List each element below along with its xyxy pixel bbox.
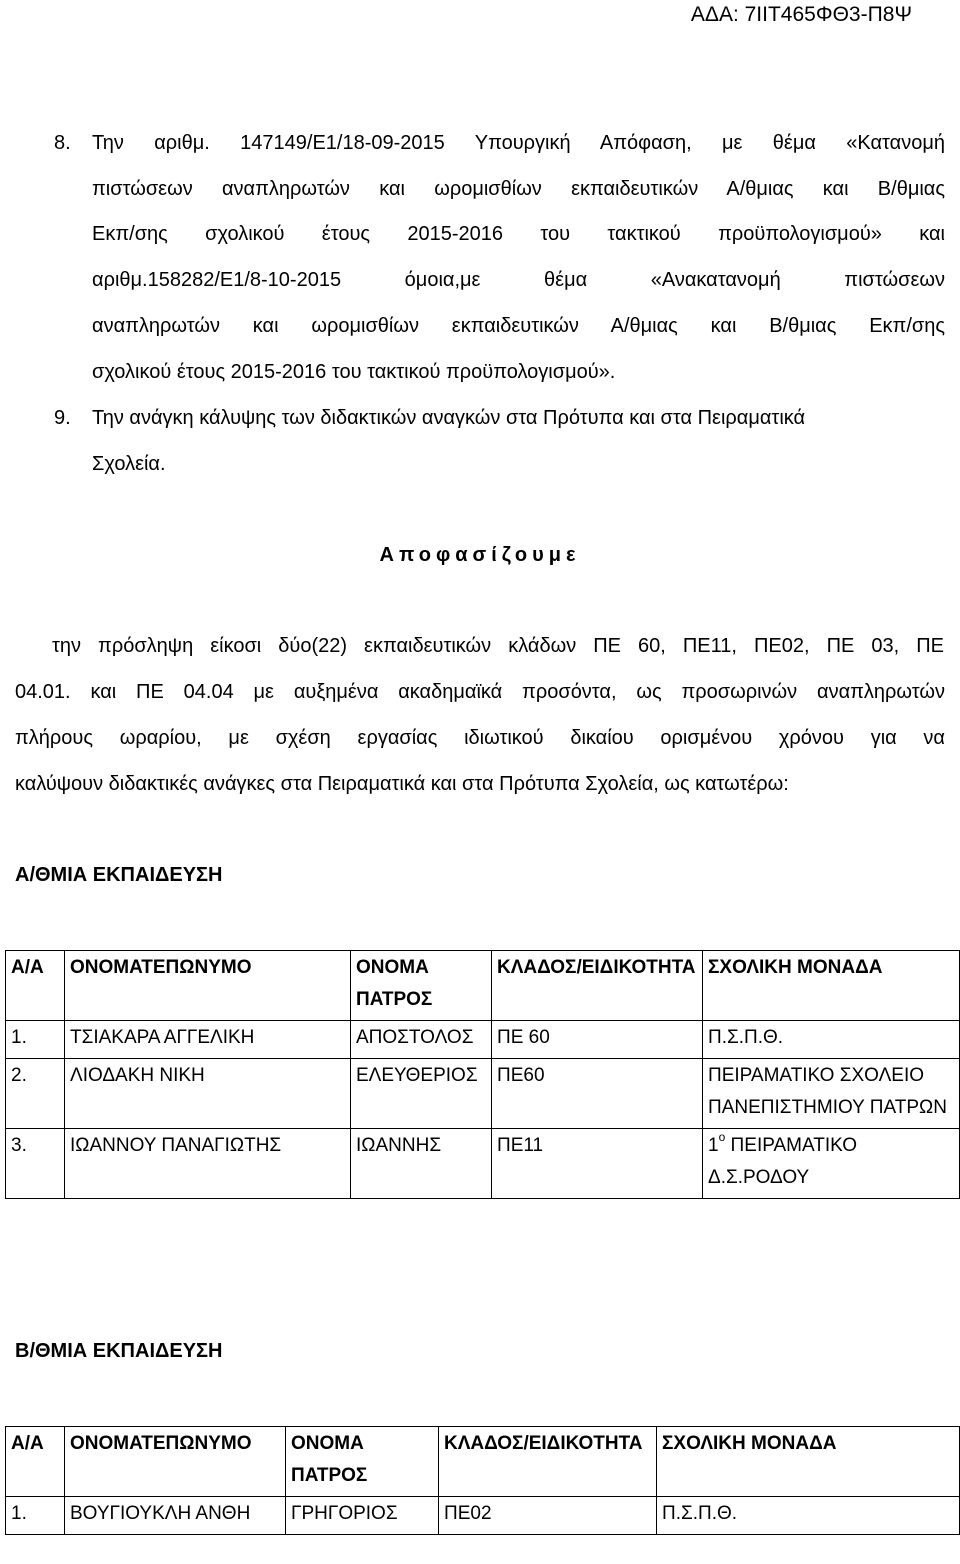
secondary-heading: Β/ΘΜΙΑ ΕΚΠΑΙΔΕΥΣΗ (15, 1340, 223, 1362)
column-header-school: ΣΧΟΛΙΚΗ ΜΟΝΑΔΑ (657, 1427, 960, 1497)
cell-aa: 2. (6, 1059, 65, 1129)
cell-father-name: ΑΠΟΣΤΟΛΟΣ (351, 1021, 492, 1059)
school-name: ΠΕΙΡΑΜΑΤΙΚΟ Δ.Σ.ΡΟΔΟΥ (708, 1135, 857, 1188)
cell-branch: ΠΕ60 (492, 1059, 703, 1129)
column-header-branch: ΚΛΑΔΟΣ/ΕΙΔΙΚΟΤΗΤΑ (439, 1427, 657, 1497)
cell-father-name: ΓΡΗΓΟΡΙΟΣ (286, 1497, 439, 1535)
item-8-line-2: πιστώσεων αναπληρωτών και ωρομισθίων εκπαιδευτικών Α/θμιας και Β/θμιας (92, 178, 945, 200)
column-header-father-name: ΟΝΟΜΑ ΠΑΤΡΟΣ (286, 1427, 439, 1497)
column-header-fullname: ΟΝΟΜΑΤΕΠΩΝΥΜΟ (65, 1427, 286, 1497)
item-9-line-1: Την ανάγκη κάλυψης των διδακτικών αναγκών στα Πρότυπα και στα Πειραματικά (92, 407, 806, 429)
column-header-fullname: ΟΝΟΜΑΤΕΠΩΝΥΜΟ (65, 951, 351, 1021)
cell-aa: 1. (6, 1021, 65, 1059)
cell-fullname: ΤΣΙΑΚΑΡΑ ΑΓΓΕΛΙΚΗ (65, 1021, 351, 1059)
cell-branch: ΠΕ 60 (492, 1021, 703, 1059)
item-8-number: 8. (54, 132, 71, 154)
school-ordinal-suffix: ο (718, 1130, 726, 1144)
secondary-staff-table (5, 1426, 960, 1535)
primary-heading: Α/ΘΜΙΑ ΕΚΠΑΙΔΕΥΣΗ (15, 864, 223, 886)
cell-fullname: ΙΩΑΝΝΟΥ ΠΑΝΑΓΙΩΤΗΣ (65, 1129, 351, 1199)
cell-school: Π.Σ.Π.Θ. (703, 1021, 960, 1059)
item-8-line-1: Την αριθμ. 147149/Ε1/18-09-2015 Υπουργική Απόφαση, με θέμα «Κατανομή (92, 132, 945, 154)
primary-staff-table (5, 950, 960, 1199)
item-8-line-4: αριθμ.158282/Ε1/8-10-2015 όμοια,με θέμα «Ανακατανομή πιστώσεων (92, 269, 945, 291)
decision-line-1: την πρόσληψη είκοσι δύο(22) εκπαιδευτικών κλάδων ΠΕ 60, ΠΕ11, ΠΕ02, ΠΕ 03, ΠΕ (52, 635, 944, 657)
table-row (6, 1129, 960, 1199)
cell-father-name: ΙΩΑΝΝΗΣ (351, 1129, 492, 1199)
table-row (6, 1059, 960, 1129)
cell-fullname: ΛΙΟΔΑΚΗ ΝΙΚΗ (65, 1059, 351, 1129)
cell-school: ΠΕΙΡΑΜΑΤΙΚΟ ΣΧΟΛΕΙΟ ΠΑΝΕΠΙΣΤΗΜΙΟΥ ΠΑΤΡΩΝ (703, 1059, 960, 1129)
table-header-row (6, 1427, 960, 1497)
cell-aa: 1. (6, 1497, 65, 1535)
decision-line-4: καλύψουν διδακτικές ανάγκες στα Πειραματικά και στα Πρότυπα Σχολεία, ως κατωτέρω: (15, 773, 789, 795)
column-header-school: ΣΧΟΛΙΚΗ ΜΟΝΑΔΑ (703, 951, 960, 1021)
column-header-branch: ΚΛΑΔΟΣ/ΕΙΔΙΚΟΤΗΤΑ (492, 951, 703, 1021)
column-header-father-name: ΟΝΟΜΑ ΠΑΤΡΟΣ (351, 951, 492, 1021)
item-8-line-5: αναπληρωτών και ωρομισθίων εκπαιδευτικών Α/θμιας και Β/θμιας Εκπ/σης (92, 315, 945, 337)
cell-school: Π.Σ.Π.Θ. (657, 1497, 960, 1535)
column-header-aa: Α/Α (6, 1427, 65, 1497)
table-header-row (6, 951, 960, 1021)
cell-father-name: ΕΛΕΥΘΕΡΙΟΣ (351, 1059, 492, 1129)
column-header-aa: Α/Α (6, 951, 65, 1021)
cell-aa: 3. (6, 1129, 65, 1199)
decision-line-2: 04.01. και ΠΕ 04.04 με αυξημένα ακαδημαϊκά προσόντα, ως προσωρινών αναπληρωτών (15, 681, 945, 703)
cell-branch: ΠΕ11 (492, 1129, 703, 1199)
cell-school (703, 1129, 960, 1199)
item-8-line-6: σχολικού έτους 2015-2016 του τακτικού προϋπολογισμού». (92, 361, 616, 383)
item-9-number: 9. (54, 407, 71, 429)
decision-line-3: πλήρους ωραρίου, με σχέση εργασίας ιδιωτικού δικαίου ορισμένου χρόνου για να (15, 727, 945, 749)
table-row (6, 1497, 960, 1535)
cell-fullname: ΒΟΥΓΙΟΥΚΛΗ ΑΝΘΗ (65, 1497, 286, 1535)
cell-branch: ΠΕ02 (439, 1497, 657, 1535)
item-9-line-2: Σχολεία. (92, 453, 166, 475)
ada-code: ΑΔΑ: 7ΙΙΤ465ΦΘ3-Π8Ψ (690, 3, 912, 26)
school-ordinal-number: 1 (708, 1135, 719, 1156)
table-row (6, 1021, 960, 1059)
item-8-line-3: Εκπ/σης σχολικού έτους 2015-2016 του τακτικού προϋπολογισμού» και (92, 223, 945, 245)
decision-heading: Αποφασίζουμε (379, 544, 581, 566)
